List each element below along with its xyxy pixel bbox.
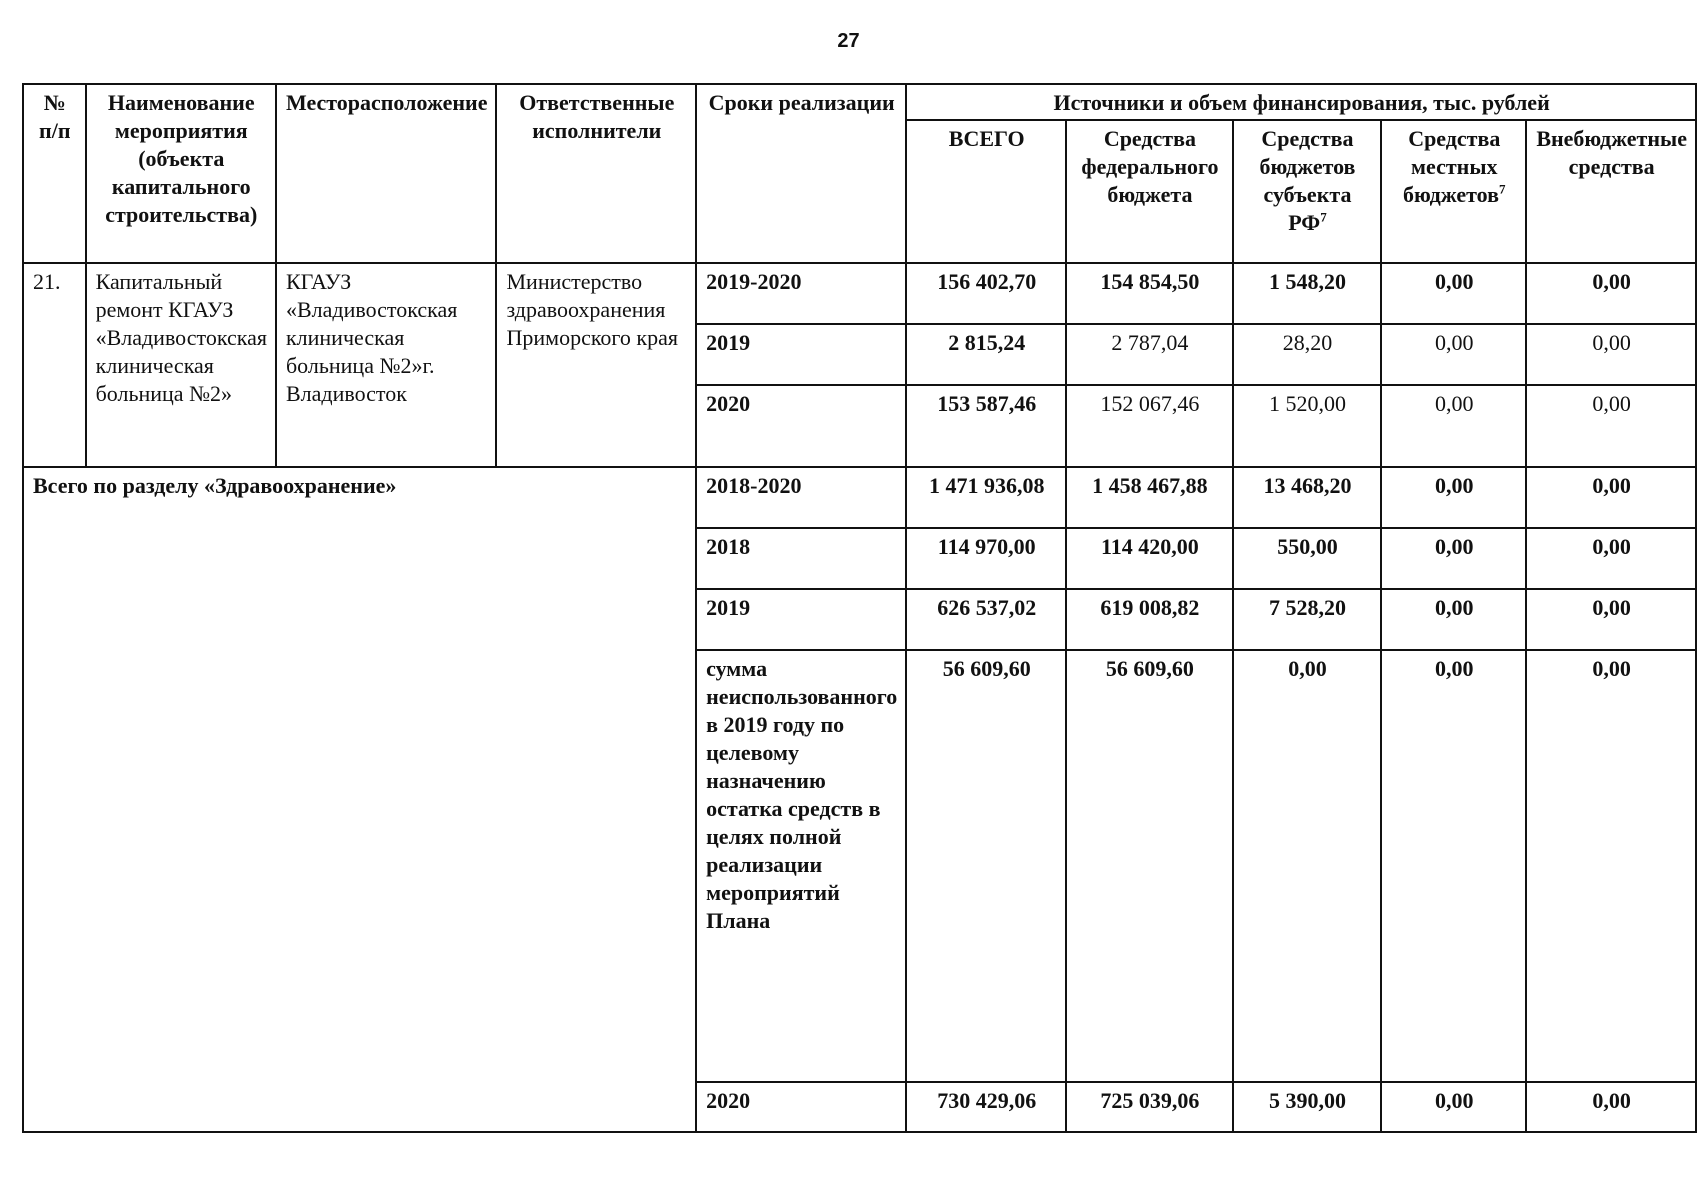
- total-cell: 56 609,60: [906, 650, 1066, 1082]
- header-responsible: Ответственные исполнители: [496, 84, 696, 263]
- local-cell: 0,00: [1381, 385, 1526, 467]
- header-extra: Внебюджетные средства: [1526, 120, 1696, 263]
- item-location: КГАУЗ «Владивостокская клиническая больница №2»г. Владивосток: [276, 263, 497, 467]
- header-name: Наименование мероприятия (объекта капитального строительства): [86, 84, 276, 263]
- local-cell: 0,00: [1381, 1082, 1526, 1132]
- extra-cell: 0,00: [1526, 589, 1696, 650]
- total-cell: 153 587,46: [906, 385, 1066, 467]
- total-row: [23, 467, 1696, 528]
- header-regional-cell: [1233, 120, 1382, 263]
- extra-cell: 0,00: [1526, 467, 1696, 528]
- local-cell: 0,00: [1381, 528, 1526, 589]
- table-row: [23, 263, 1696, 324]
- federal-cell: 152 067,46: [1066, 385, 1232, 467]
- total-cell: 626 537,02: [906, 589, 1066, 650]
- regional-cell: 0,00: [1233, 650, 1382, 1082]
- extra-cell: 0,00: [1526, 528, 1696, 589]
- page-number: 27: [837, 30, 860, 52]
- federal-cell: 725 039,06: [1066, 1082, 1232, 1132]
- total-cell: 1 471 936,08: [906, 467, 1066, 528]
- period-cell: 2020: [696, 1082, 906, 1132]
- period-cell: 2018-2020: [696, 467, 906, 528]
- local-cell: 0,00: [1381, 467, 1526, 528]
- period-cell: 2020: [696, 385, 906, 467]
- item-num: 21.: [23, 263, 86, 467]
- federal-cell: 114 420,00: [1066, 528, 1232, 589]
- total-cell: 156 402,70: [906, 263, 1066, 324]
- local-cell: 0,00: [1381, 324, 1526, 385]
- local-cell: 0,00: [1381, 650, 1526, 1082]
- header-local-cell: [1381, 120, 1526, 263]
- item-responsible: Министерство здравоохранения Приморского края: [496, 263, 696, 467]
- federal-cell: 619 008,82: [1066, 589, 1232, 650]
- regional-cell: 550,00: [1233, 528, 1382, 589]
- extra-cell: 0,00: [1526, 1082, 1696, 1132]
- item-name: Капитальный ремонт КГАУЗ «Владивостокская клиническая больница №2»: [86, 263, 276, 467]
- regional-cell: 5 390,00: [1233, 1082, 1382, 1132]
- total-cell: 114 970,00: [906, 528, 1066, 589]
- extra-cell: 0,00: [1526, 385, 1696, 467]
- regional-cell: 13 468,20: [1233, 467, 1382, 528]
- header-period: Сроки реализации: [696, 84, 906, 263]
- extra-cell: 0,00: [1526, 324, 1696, 385]
- extra-cell: 0,00: [1526, 263, 1696, 324]
- regional-cell: 1 548,20: [1233, 263, 1382, 324]
- regional-cell: 1 520,00: [1233, 385, 1382, 467]
- federal-cell: 2 787,04: [1066, 324, 1232, 385]
- section-total-label: Всего по разделу «Здравоохранение»: [23, 467, 696, 1132]
- regional-cell: 28,20: [1233, 324, 1382, 385]
- local-cell: 0,00: [1381, 589, 1526, 650]
- header-row: [23, 84, 1696, 120]
- period-cell: 2019-2020: [696, 263, 906, 324]
- regional-cell: 7 528,20: [1233, 589, 1382, 650]
- header-local: Средства местных бюджетов: [1403, 126, 1501, 207]
- period-cell: 2019: [696, 324, 906, 385]
- header-total: ВСЕГО: [906, 120, 1066, 263]
- header-num: № п/п: [23, 84, 86, 263]
- total-cell: 730 429,06: [906, 1082, 1066, 1132]
- financing-table: [22, 83, 1697, 1133]
- federal-cell: 154 854,50: [1066, 263, 1232, 324]
- header-sources: Источники и объем финансирования, тыс. рублей: [906, 84, 1696, 120]
- federal-cell: 1 458 467,88: [1066, 467, 1232, 528]
- period-cell: 2018: [696, 528, 906, 589]
- header-location: Месторасположение: [276, 84, 497, 263]
- header-federal: Средства федерального бюджета: [1066, 120, 1232, 263]
- header-regional-footnote: 7: [1320, 209, 1327, 225]
- federal-cell: 56 609,60: [1066, 650, 1232, 1082]
- period-cell: 2019: [696, 589, 906, 650]
- period-cell: сумма неиспользованного в 2019 году по целевому назначению остатка средств в целях полной реализации мероприятий Плана: [696, 650, 906, 1082]
- extra-cell: 0,00: [1526, 650, 1696, 1082]
- header-regional: Средства бюджетов субъекта РФ: [1259, 126, 1356, 235]
- total-cell: 2 815,24: [906, 324, 1066, 385]
- header-local-footnote: 7: [1499, 181, 1506, 197]
- local-cell: 0,00: [1381, 263, 1526, 324]
